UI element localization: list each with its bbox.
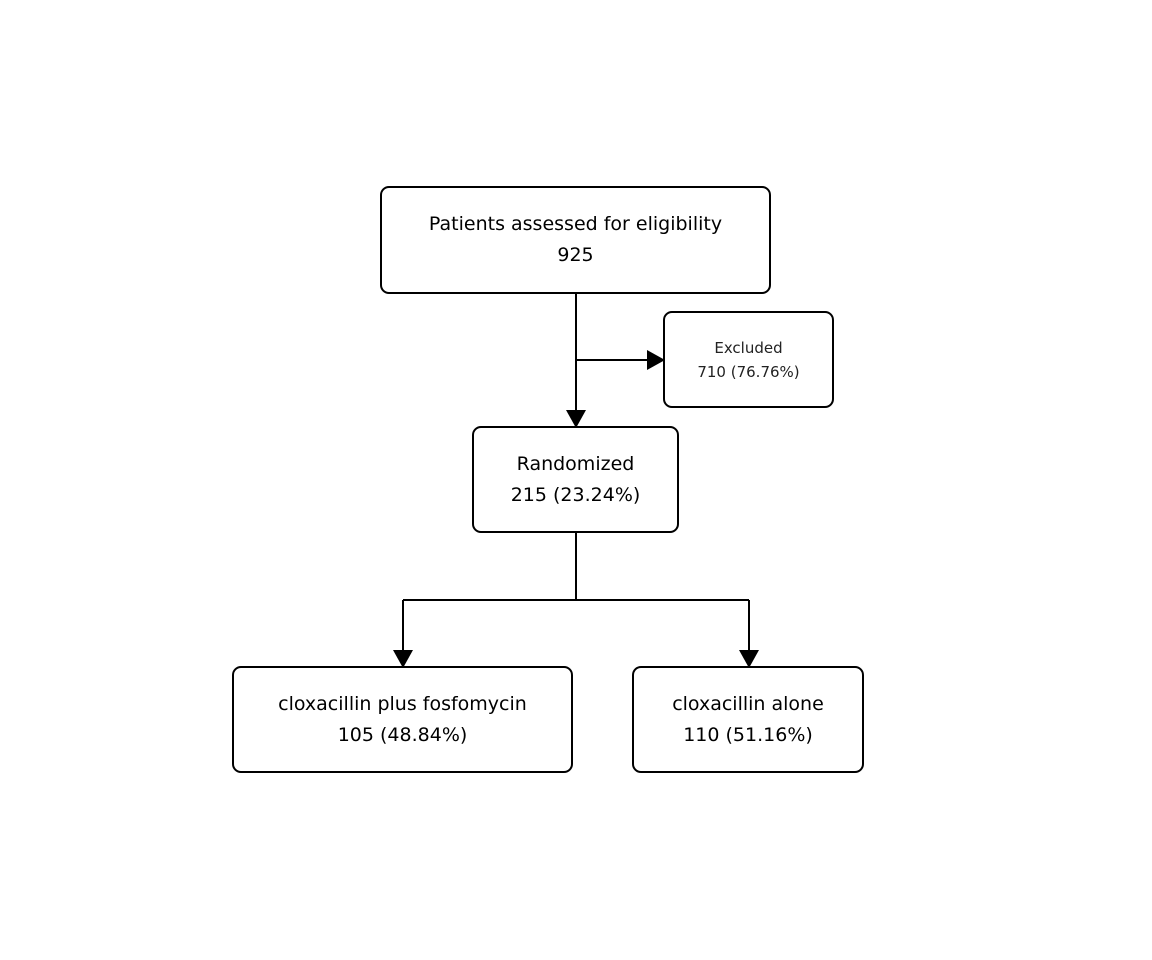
arm-count: 105 (48.84%) — [337, 723, 468, 746]
randomized-node — [472, 426, 679, 533]
assessed-label: Patients assessed for eligibility — [428, 213, 723, 235]
arm-node-cloxacillin-alone — [632, 666, 864, 773]
arm-count: 110 (51.16%) — [683, 723, 813, 746]
excluded-node — [663, 311, 834, 408]
assessed-node — [380, 186, 771, 294]
arm-node-cloxacillin-plus-fosfomycin — [232, 666, 573, 773]
randomized-label: Randomized — [516, 452, 635, 475]
excluded-label: Excluded — [714, 338, 783, 357]
arm-label: cloxacillin alone — [672, 692, 824, 715]
excluded-count: 710 (76.76%) — [697, 362, 800, 381]
randomized-count: 215 (23.24%) — [510, 483, 641, 506]
arm-label: cloxacillin plus fosfomycin — [278, 692, 527, 715]
assessed-count: 925 — [557, 244, 594, 266]
